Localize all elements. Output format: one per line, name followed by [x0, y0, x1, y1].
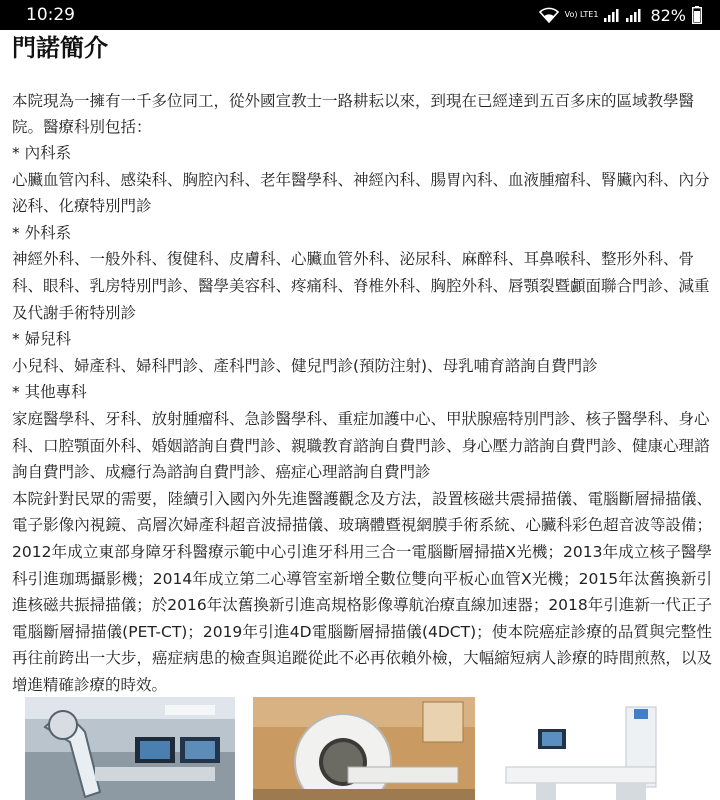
signal-strength-icon — [604, 8, 620, 22]
section-body: 心臟血管內科、感染科、胸腔內科、老年醫學科、神經內科、腸胃內科、血液腫瘤科、腎臟內科、內分泌科、化療特別門診 — [12, 170, 710, 216]
department-section-surgery — [12, 220, 712, 326]
department-section-obgyn-pediatrics — [12, 326, 712, 379]
department-section-other — [12, 379, 712, 485]
section-body: 小兒科、婦產科、婦科門診、產科門診、健兒門診(預防注射)、母乳哺育諮詢自費門診 — [12, 356, 598, 375]
section-body: 神經外科、一般外科、復健科、皮膚科、心臟血管外科、泌尿科、麻醉科、耳鼻喉科、整形外科、骨科、眼科、乳房特別門診、醫學美容科、疼痛科、脊椎外科、胸腔外科、唇顎裂暨顱面聯合門診、減重及代謝手術特別診 — [12, 250, 710, 322]
battery-percentage: 82% — [650, 5, 686, 25]
section-heading: * 婦兒科 — [12, 330, 72, 349]
battery-icon — [692, 6, 702, 24]
status-icons — [539, 6, 702, 25]
section-heading: * 內科系 — [12, 144, 72, 162]
status-bar — [0, 0, 720, 30]
status-time: 10:29 — [26, 5, 75, 25]
section-body: 家庭醫學科、牙科、放射腫瘤科、急診醫學科、重症加護中心、甲狀腺癌特別門診、核子醫學科、身心科、口腔顎面外科、婚姻諮詢自費門診、親職教育諮詢自費門診、身心壓力諮詢自費門診、健康心理諮詢自費門診、成癮行為諮詢自費門診、癌症心理諮詢自費門診 — [12, 409, 710, 482]
operating-room-photo[interactable] — [25, 697, 235, 800]
article — [12, 30, 712, 698]
page-title: 門諾簡介 — [12, 34, 108, 62]
wifi-icon — [539, 7, 559, 23]
signal-strength-2-icon — [626, 8, 642, 22]
radiotherapy-machine-photo[interactable] — [496, 697, 684, 800]
ct-scanner-photo[interactable] — [253, 697, 475, 800]
equipment-paragraph: 本院針對民眾的需要，陸續引入國內外先進醫護觀念及方法，設置核磁共震掃描儀、電腦斷層掃描儀、電子影像內視鏡、高層次婦產科超音波掃描儀、玻璃體暨視網膜手術系統、心臟科彩色超音波等設備；2012年成立東部身障牙科醫療示範中心引進牙科用三合一電腦斷層掃描X光機；2013年成立核子醫學科引進珈瑪攝影機；2014年成立第二心導管室新增全數位雙向平板心血管X光機；2015年汰舊換新引進核磁共振掃描儀；於2016年汰舊換新引進高規格影像導航治療直線加速器；2018年引進新一代正子電腦斷層掃描儀(PET-CT)；2019年引進4D電腦斷層掃描儀(4DCT)；使本院癌症診療的品質與完整性再往前跨出一大步，癌症病患的檢查與追蹤從此不必再依賴外檢，大幅縮短病人診療的時間煎熬，以及增進精確診療的時效。 — [12, 489, 712, 694]
section-heading: * 外科系 — [12, 223, 72, 242]
intro-paragraph: 本院現為一擁有一千多位同工，從外國宣教士一路耕耘以來，到現在已經達到五百多床的區域教學醫院。醫療科別包括： — [12, 92, 695, 136]
department-section-internal — [12, 140, 712, 220]
photo-gallery — [0, 697, 720, 800]
section-heading: * 其他專科 — [12, 383, 87, 402]
network-type-label: Vo) LTE1 — [564, 10, 599, 19]
